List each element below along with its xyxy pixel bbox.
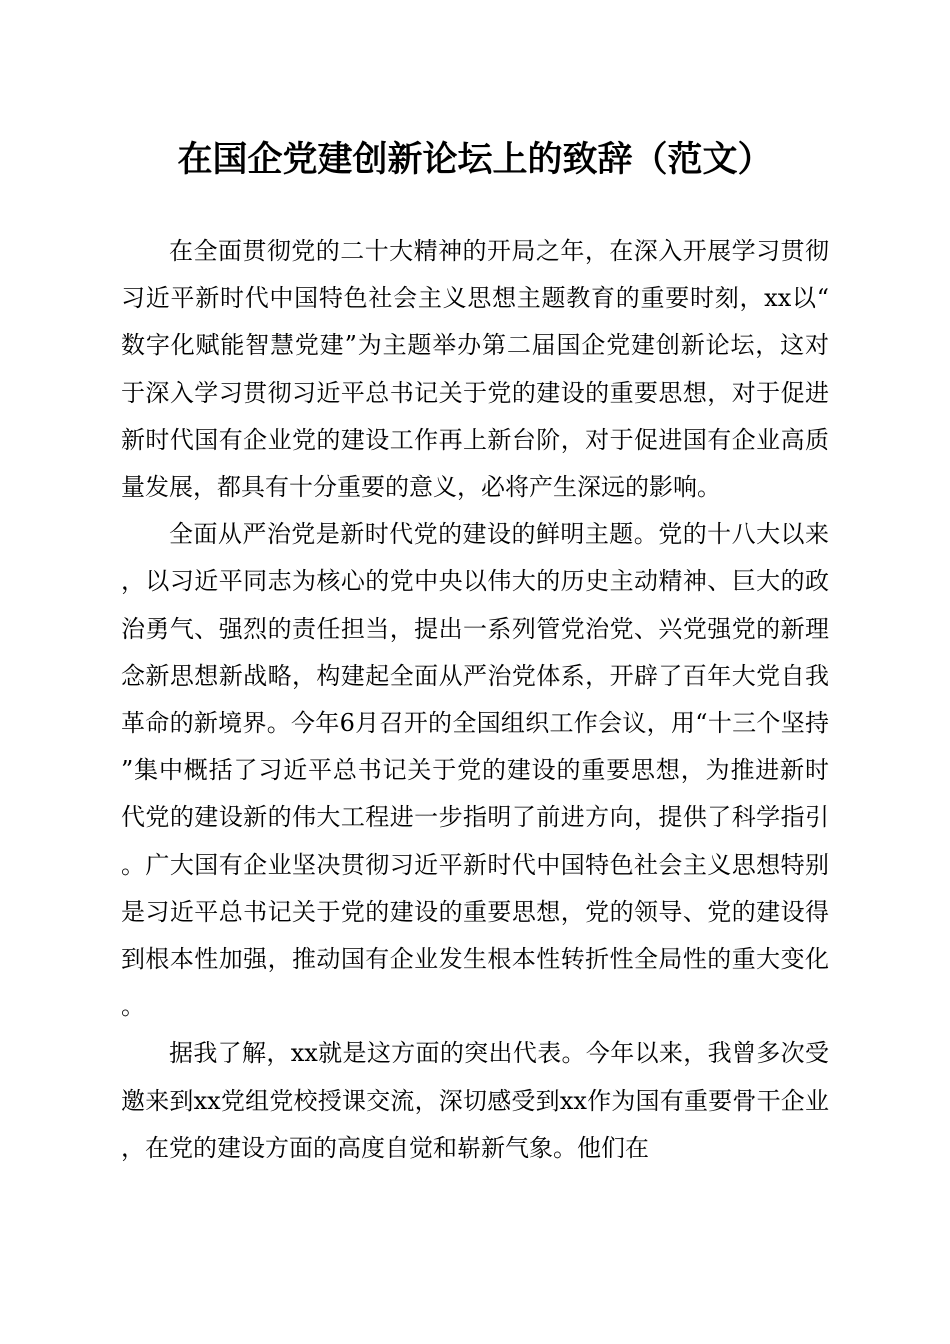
- document-title: 在国企党建创新论坛上的致辞（范文）: [177, 139, 773, 180]
- paragraph-party-building: 全面从严治党是新时代党的建设的鲜明主题。党的十八大以来，以习近平同志为核心的党中央以伟大的历史主动精神、巨大的政治勇气、强烈的责任担当，提出一系列管党治党、兴党强党的新理念新思想新战略，构建起全面从严治党体系，开辟了百年大党自我革命的新境界。今年6月召开的全国组织工作会议，用“十三个坚持”集中概括了习近平总书记关于党的建设的重要思想，为推进新时代党的建设新的伟大工程进一步指明了前进方向，提供了科学指引。广大国有企业坚决贯彻习近平新时代中国特色社会主义思想特别是习近平总书记关于党的建设的重要思想，党的领导、党的建设得到根本性加强，推动国有企业发生根本性转折性全局性的重大变化。: [121, 520, 829, 1021]
- paragraph-opening: 在全面贯彻党的二十大精神的开局之年，在深入开展学习贯彻习近平新时代中国特色社会主义思想主题教育的重要时刻，xx以“数字化赋能智慧党建”为主题举办第二届国企党建创新论坛，这对于深入学习贯彻习近平总书记关于党的建设的重要思想，对于促进新时代国有企业党的建设工作再上新台阶，对于促进国有企业高质量发展，都具有十分重要的意义，必将产生深远的影响。: [121, 237, 829, 502]
- document-body: [121, 228, 829, 1172]
- paragraph-xx-example: 据我了解，xx就是这方面的突出代表。今年以来，我曾多次受邀来到xx党组党校授课交流，深切感受到xx作为国有重要骨干企业，在党的建设方面的高度自觉和崭新气象。他们在: [121, 1039, 829, 1162]
